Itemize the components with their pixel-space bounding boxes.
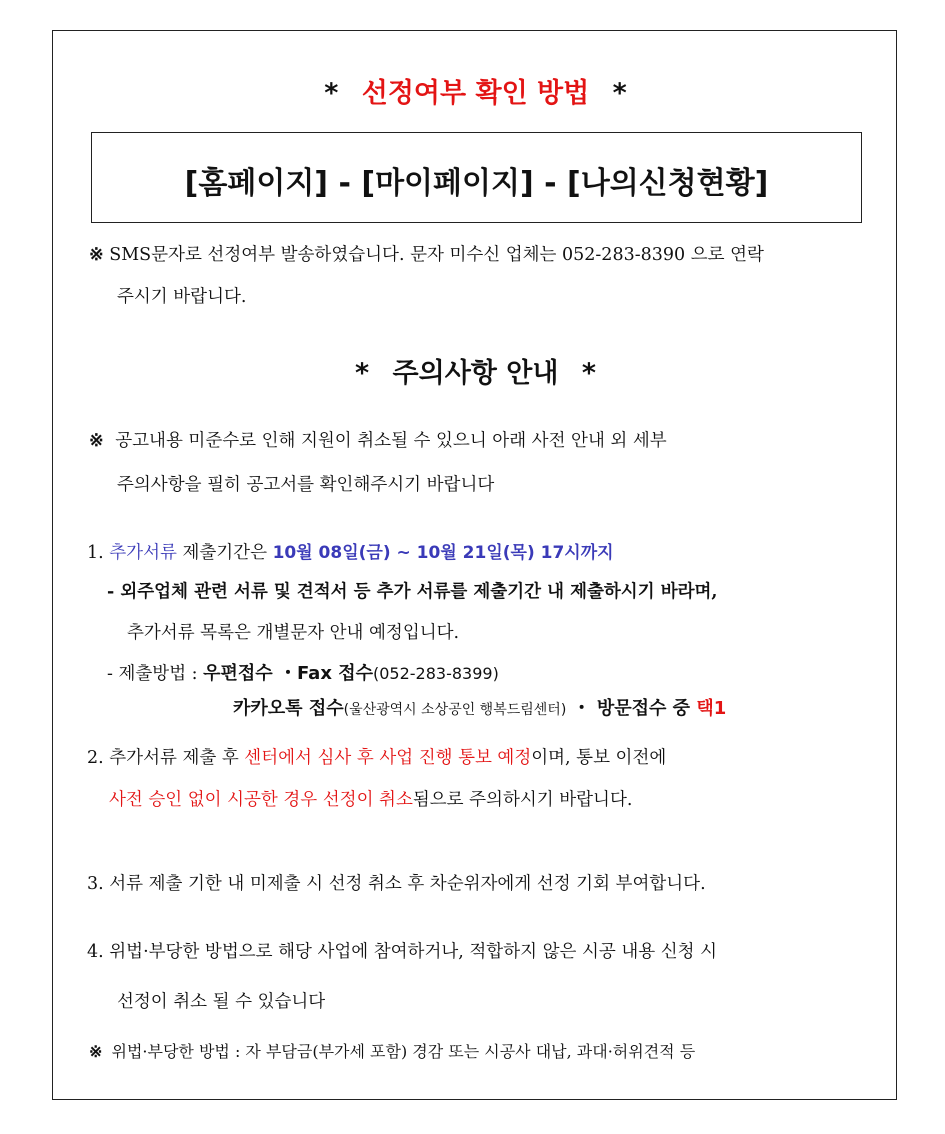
menu-path-box	[91, 132, 862, 223]
star-right: *	[612, 78, 627, 109]
reference-mark: ※	[89, 245, 104, 265]
selection-check-title: 선정여부 확인 방법	[361, 78, 590, 109]
sms-note-text: SMS문자로 선정여부 발송하였습니다. 문자 미수신 업체는 052-283-8390 으로 연락	[109, 245, 764, 265]
reference-mark: ※	[89, 431, 104, 451]
caution-intro-line2: 주의사항을 필히 공고서를 확인해주시기 바랍니다	[117, 475, 495, 495]
sms-note-line1	[89, 241, 764, 266]
item2-text-c: 됨으로 주의하시기 바랍니다.	[412, 790, 633, 810]
kakao-center-note: (울산광역시 소상공인 행복드림센터)	[343, 702, 567, 718]
caution-heading	[53, 351, 898, 390]
item3-text: 3. 서류 제출 기한 내 미제출 시 선정 취소 후 차순위자에게 선정 기회 부여합니다.	[87, 874, 706, 894]
selection-check-heading	[53, 71, 898, 110]
submission-method-line1	[107, 659, 499, 685]
item2-line2	[109, 786, 632, 811]
item2-review-notice: 센터에서 심사 후 사업 진행 통보 예정	[244, 748, 532, 768]
submission-method-line2	[233, 694, 726, 720]
item1-label-highlight: 추가서류	[109, 543, 177, 563]
footnote-text: 위법·부당한 방법 : 자 부담금(부가세 포함) 경감 또는 시공사 대납, 과대·허위견적 등	[111, 1042, 696, 1061]
caution-title: 주의사항 안내	[392, 358, 559, 389]
star-left: *	[355, 358, 370, 389]
item2-text-a: 2. 추가서류 제출 후	[87, 748, 245, 768]
method-label: - 제출방법 :	[107, 664, 204, 684]
caution-intro-line1	[89, 427, 667, 452]
item1-label-rest: 제출기간은	[176, 543, 273, 563]
submission-period: 10월 08일(금) ~ 10월 21일(목) 17시까지	[272, 543, 614, 563]
star-right: *	[581, 358, 596, 389]
method-post-fax: 우편접수 ・Fax 접수	[203, 663, 373, 684]
caution-intro-text: 공고내용 미준수로 인해 지원이 취소될 수 있으니 아래 사전 안내 외 세부	[115, 431, 667, 451]
fax-number: (052-283-8399)	[372, 664, 499, 683]
method-kakao: 카카오톡 접수	[233, 698, 344, 719]
method-visit: ・ 방문접수 중	[566, 698, 697, 719]
item2-text-b: 이며, 통보 이전에	[531, 748, 667, 768]
reference-mark: ※	[89, 1042, 103, 1061]
item4-line2: 선정이 취소 될 수 있습니다	[117, 992, 326, 1012]
item2-cancel-warning: 사전 승인 없이 시공한 경우 선정이 취소	[109, 790, 413, 810]
item1-number: 1.	[87, 543, 104, 563]
choose-one: 택1	[696, 698, 727, 719]
item1-heading	[87, 538, 614, 564]
sms-note-line2: 주시기 바랍니다.	[117, 287, 247, 307]
star-left: *	[324, 78, 339, 109]
item4-line1: 4. 위법·부당한 방법으로 해당 사업에 참여하거나, 적합하지 않은 시공 내용 신청 시	[87, 942, 717, 962]
item2-line1	[87, 744, 666, 769]
notice-frame	[52, 30, 897, 1100]
footnote	[89, 1039, 695, 1062]
item1-sub-line1: - 외주업체 관련 서류 및 견적서 등 추가 서류를 제출기간 내 제출하시기 바라며,	[107, 582, 718, 602]
menu-path: [홈페이지] - [마이페이지] - [나의신청현황]	[184, 166, 769, 201]
item1-sub-line2: 추가서류 목록은 개별문자 안내 예정입니다.	[127, 623, 460, 643]
